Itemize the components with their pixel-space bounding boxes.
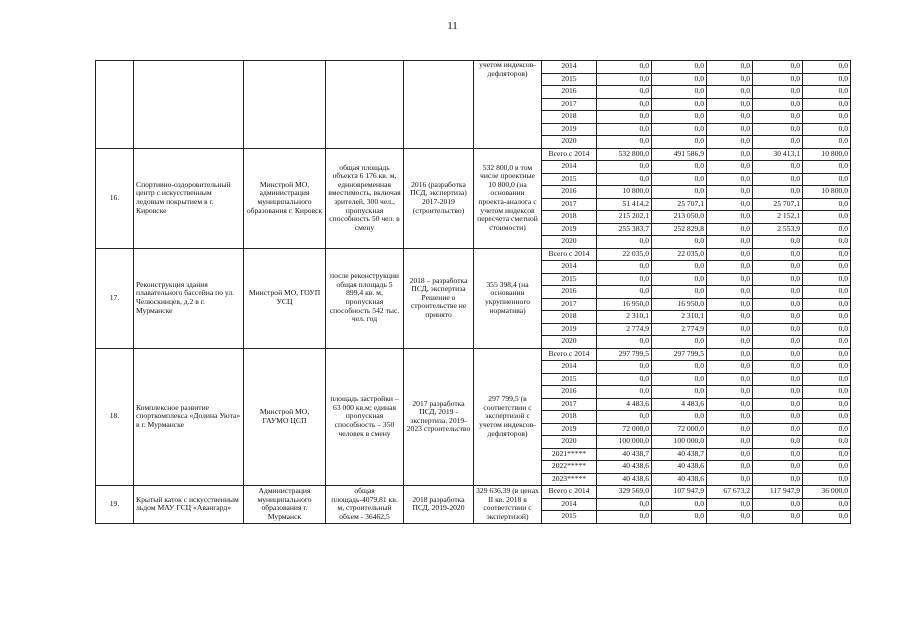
value-cell: 0,0: [803, 448, 851, 461]
year-cell: 2020: [542, 136, 597, 149]
executor-cell: [244, 61, 326, 149]
value-cell: 0,0: [803, 86, 851, 99]
year-cell: 2017: [542, 298, 597, 311]
value-cell: 0,0: [753, 511, 803, 524]
value-cell: 0,0: [597, 111, 652, 124]
value-cell: 0,0: [652, 86, 707, 99]
value-cell: 0,0: [753, 436, 803, 449]
value-cell: 0,0: [803, 423, 851, 436]
value-cell: 0,0: [753, 98, 803, 111]
value-cell: 107 947,9: [652, 486, 707, 499]
value-cell: 36 000,0: [803, 486, 851, 499]
value-cell: 0,0: [707, 148, 753, 161]
value-cell: 0,0: [803, 398, 851, 411]
value-cell: 0,0: [597, 161, 652, 174]
year-cell: 2017: [542, 98, 597, 111]
value-cell: 297 799,5: [597, 348, 652, 361]
value-cell: 0,0: [597, 173, 652, 186]
value-cell: 0,0: [707, 373, 753, 386]
value-cell: 0,0: [707, 398, 753, 411]
stage-cell: 2018 разработка ПСД. 2019-2020: [404, 486, 474, 524]
value-cell: 0,0: [753, 73, 803, 86]
stage-cell: [404, 61, 474, 149]
value-cell: 0,0: [803, 498, 851, 511]
value-cell: 0,0: [597, 236, 652, 249]
value-cell: 0,0: [652, 186, 707, 199]
value-cell: 40 438,7: [597, 448, 652, 461]
value-cell: 0,0: [707, 111, 753, 124]
value-cell: 0,0: [803, 136, 851, 149]
value-cell: 40 438,6: [597, 473, 652, 486]
value-cell: 0,0: [652, 498, 707, 511]
value-cell: 0,0: [707, 411, 753, 424]
row-number-cell: 17.: [96, 248, 134, 348]
value-cell: 0,0: [652, 336, 707, 349]
object-name-cell: Спортивно-оздоровительный центр с искусственным ледовым покрытием в г. Кировске: [134, 148, 244, 248]
value-cell: 0,0: [753, 111, 803, 124]
value-cell: 0,0: [707, 511, 753, 524]
object-name-cell: [134, 61, 244, 149]
value-cell: 0,0: [597, 261, 652, 274]
value-cell: 0,0: [652, 136, 707, 149]
value-cell: 16 950,0: [652, 298, 707, 311]
table-row: [96, 61, 851, 74]
value-cell: 0,0: [803, 223, 851, 236]
value-cell: 0,0: [803, 323, 851, 336]
value-cell: 0,0: [753, 386, 803, 399]
value-cell: 0,0: [652, 111, 707, 124]
value-cell: 0,0: [597, 411, 652, 424]
value-cell: 0,0: [597, 73, 652, 86]
value-cell: 0,0: [652, 373, 707, 386]
year-cell: 2017: [542, 198, 597, 211]
table-row: [96, 486, 851, 499]
value-cell: 0,0: [652, 386, 707, 399]
value-cell: 0,0: [597, 98, 652, 111]
value-cell: 0,0: [803, 161, 851, 174]
value-cell: 0,0: [803, 311, 851, 324]
value-cell: 2 310,1: [597, 311, 652, 324]
value-cell: 0,0: [803, 373, 851, 386]
year-cell: 2015: [542, 511, 597, 524]
value-cell: 0,0: [803, 348, 851, 361]
value-cell: 0,0: [707, 186, 753, 199]
value-cell: 2 310,1: [652, 311, 707, 324]
value-cell: 100 000,0: [597, 436, 652, 449]
value-cell: 0,0: [753, 123, 803, 136]
value-cell: 0,0: [707, 198, 753, 211]
value-cell: 532 800,0: [597, 148, 652, 161]
year-cell: 2020: [542, 236, 597, 249]
year-cell: 2014: [542, 161, 597, 174]
value-cell: 0,0: [652, 273, 707, 286]
value-cell: 22 035,0: [652, 248, 707, 261]
value-cell: 0,0: [803, 73, 851, 86]
value-cell: 0,0: [597, 511, 652, 524]
row-number-cell: [96, 61, 134, 149]
value-cell: 0,0: [803, 411, 851, 424]
value-cell: 0,0: [652, 61, 707, 74]
value-cell: 25 707,1: [652, 198, 707, 211]
table-body: [96, 61, 851, 524]
value-cell: 0,0: [597, 86, 652, 99]
value-cell: 0,0: [652, 236, 707, 249]
cost-cell: 532 800,0 в том числе проектные 10 800,0 (на основании проекта-аналога с учетом индексов пересчета сметной стоимости): [474, 148, 542, 248]
year-cell: 2019: [542, 323, 597, 336]
year-cell: 2014: [542, 61, 597, 74]
value-cell: 0,0: [803, 286, 851, 299]
value-cell: 40 438,6: [652, 461, 707, 474]
value-cell: 0,0: [652, 123, 707, 136]
value-cell: 0,0: [707, 336, 753, 349]
value-cell: 0,0: [707, 473, 753, 486]
value-cell: 0,0: [753, 136, 803, 149]
year-cell: 2015: [542, 273, 597, 286]
value-cell: 0,0: [707, 73, 753, 86]
cost-cell: 297 799,5 (в соответствии с экспертизой с учетом индексов-дефляторов): [474, 348, 542, 486]
value-cell: 0,0: [597, 498, 652, 511]
value-cell: 0,0: [652, 261, 707, 274]
capacity-cell: площадь застройки – 63 000 кв.м; единая пропускная способность – 350 человек в смену: [326, 348, 404, 486]
year-cell: 2019: [542, 423, 597, 436]
value-cell: 10 800,0: [597, 186, 652, 199]
stage-cell: 2018 – разработка ПСД, экспертиза Решение о строительстве не принято: [404, 248, 474, 348]
value-cell: 329 569,0: [597, 486, 652, 499]
value-cell: 0,0: [753, 248, 803, 261]
executor-cell: Администрация муниципального образования г. Мурманск: [244, 486, 326, 524]
executor-cell: Минстрой МО, администрация муниципального образования г. Кировск: [244, 148, 326, 248]
cost-cell: 329 636,39 (в ценах II кв. 2018 в соответствии с экспертизой): [474, 486, 542, 524]
value-cell: 0,0: [707, 311, 753, 324]
value-cell: 10 800,0: [803, 148, 851, 161]
value-cell: 0,0: [753, 161, 803, 174]
year-cell: 2020: [542, 336, 597, 349]
value-cell: 2 774,9: [652, 323, 707, 336]
value-cell: 0,0: [707, 386, 753, 399]
value-cell: 0,0: [803, 273, 851, 286]
year-cell: 2021*****: [542, 448, 597, 461]
value-cell: 0,0: [652, 73, 707, 86]
value-cell: 0,0: [707, 223, 753, 236]
year-cell: 2016: [542, 186, 597, 199]
year-cell: Всего с 2014: [542, 248, 597, 261]
value-cell: 0,0: [652, 286, 707, 299]
value-cell: 491 586,9: [652, 148, 707, 161]
value-cell: 72 000,0: [652, 423, 707, 436]
value-cell: 117 947,9: [753, 486, 803, 499]
value-cell: 0,0: [597, 361, 652, 374]
value-cell: 0,0: [753, 423, 803, 436]
year-cell: 2016: [542, 286, 597, 299]
object-name-cell: Реконструкция здания плавательного бассейна по ул. Челюскинцев, д.2 в г. Мурманске: [134, 248, 244, 348]
stage-cell: 2017 разработка ПСД, 2019 - экспертиза. 2019-2023 строительство: [404, 348, 474, 486]
value-cell: 0,0: [707, 248, 753, 261]
value-cell: 0,0: [707, 323, 753, 336]
value-cell: 0,0: [803, 211, 851, 224]
object-name-cell: Крытый каток с искусственным льдом МАУ ГСЦ «Авангард»: [134, 486, 244, 524]
year-cell: 2018: [542, 211, 597, 224]
value-cell: 22 035,0: [597, 248, 652, 261]
value-cell: 0,0: [597, 373, 652, 386]
value-cell: 0,0: [707, 261, 753, 274]
value-cell: 40 438,6: [652, 473, 707, 486]
value-cell: 0,0: [707, 448, 753, 461]
capacity-cell: общая площадь объекта 6 176 кв. м, единовременная вместимость, включая зрителей, 300 чел., пропускная способность 50 чел. в смену: [326, 148, 404, 248]
value-cell: 0,0: [803, 473, 851, 486]
value-cell: 0,0: [707, 173, 753, 186]
value-cell: 0,0: [753, 286, 803, 299]
value-cell: 0,0: [652, 511, 707, 524]
value-cell: 0,0: [707, 423, 753, 436]
value-cell: 0,0: [753, 173, 803, 186]
value-cell: 0,0: [707, 348, 753, 361]
value-cell: 0,0: [707, 273, 753, 286]
value-cell: 0,0: [707, 123, 753, 136]
row-number-cell: 16.: [96, 148, 134, 248]
value-cell: 0,0: [803, 173, 851, 186]
value-cell: 2 553,9: [753, 223, 803, 236]
value-cell: 0,0: [753, 411, 803, 424]
year-cell: Всего с 2014: [542, 148, 597, 161]
value-cell: 0,0: [753, 273, 803, 286]
year-cell: Всего с 2014: [542, 348, 597, 361]
year-cell: 2016: [542, 86, 597, 99]
value-cell: 0,0: [753, 61, 803, 74]
table-row: [96, 148, 851, 161]
value-cell: 4 483,6: [652, 398, 707, 411]
value-cell: 0,0: [597, 123, 652, 136]
capacity-cell: после реконструкции общая площадь 5 899,4 кв. м, пропускная способность 542 тыс. чел. год: [326, 248, 404, 348]
year-cell: Всего с 2014: [542, 486, 597, 499]
value-cell: 0,0: [652, 173, 707, 186]
executor-cell: Минстрой МО, ГАУМО ЦСП: [244, 348, 326, 486]
executor-cell: Минстрой МО, ГОУП УСЦ: [244, 248, 326, 348]
value-cell: 0,0: [707, 236, 753, 249]
value-cell: 0,0: [803, 436, 851, 449]
value-cell: 25 707,1: [753, 198, 803, 211]
value-cell: 0,0: [597, 286, 652, 299]
value-cell: 0,0: [803, 261, 851, 274]
value-cell: 0,0: [652, 361, 707, 374]
value-cell: 0,0: [707, 211, 753, 224]
capacity-cell: общая площадь-4079,81 кв. м, строительный объем - 36462,5: [326, 486, 404, 524]
value-cell: 0,0: [803, 361, 851, 374]
year-cell: 2018: [542, 311, 597, 324]
value-cell: 0,0: [597, 273, 652, 286]
value-cell: 0,0: [803, 386, 851, 399]
year-cell: 2022*****: [542, 461, 597, 474]
year-cell: 2018: [542, 411, 597, 424]
year-cell: 2019: [542, 223, 597, 236]
value-cell: 0,0: [707, 286, 753, 299]
row-number-cell: 19.: [96, 486, 134, 524]
year-cell: 2017: [542, 398, 597, 411]
value-cell: 0,0: [597, 336, 652, 349]
value-cell: 0,0: [803, 61, 851, 74]
value-cell: 0,0: [707, 498, 753, 511]
value-cell: 0,0: [803, 111, 851, 124]
value-cell: 67 673,2: [707, 486, 753, 499]
value-cell: 0,0: [753, 261, 803, 274]
year-cell: 2015: [542, 73, 597, 86]
value-cell: 10 800,0: [803, 186, 851, 199]
value-cell: 2 152,1: [753, 211, 803, 224]
value-cell: 0,0: [803, 511, 851, 524]
value-cell: 0,0: [707, 136, 753, 149]
value-cell: 4 483,6: [597, 398, 652, 411]
value-cell: 0,0: [707, 161, 753, 174]
value-cell: 0,0: [597, 136, 652, 149]
value-cell: 0,0: [597, 61, 652, 74]
value-cell: 0,0: [803, 123, 851, 136]
year-cell: 2020: [542, 436, 597, 449]
value-cell: 0,0: [652, 98, 707, 111]
value-cell: 0,0: [753, 236, 803, 249]
value-cell: 0,0: [753, 373, 803, 386]
value-cell: 0,0: [803, 98, 851, 111]
capacity-cell: [326, 61, 404, 149]
year-cell: 2023*****: [542, 473, 597, 486]
value-cell: 30 413,1: [753, 148, 803, 161]
value-cell: 0,0: [753, 461, 803, 474]
value-cell: 0,0: [753, 448, 803, 461]
value-cell: 40 438,6: [597, 461, 652, 474]
cost-cell: учетом индексов-дефляторов): [474, 61, 542, 149]
value-cell: 51 414,2: [597, 198, 652, 211]
investment-table: [95, 60, 851, 524]
value-cell: 0,0: [803, 248, 851, 261]
value-cell: 0,0: [753, 323, 803, 336]
value-cell: 2 774,9: [597, 323, 652, 336]
year-cell: 2019: [542, 123, 597, 136]
table-row: [96, 348, 851, 361]
value-cell: 0,0: [803, 198, 851, 211]
year-cell: 2014: [542, 361, 597, 374]
value-cell: 0,0: [707, 361, 753, 374]
value-cell: 100 000,0: [652, 436, 707, 449]
value-cell: 0,0: [597, 386, 652, 399]
value-cell: 0,0: [753, 398, 803, 411]
stage-cell: 2016 (разработка ПСД, экспертиза) 2017-2019 (строительство): [404, 148, 474, 248]
value-cell: 72 000,0: [597, 423, 652, 436]
value-cell: 252 829,8: [652, 223, 707, 236]
table-row: [96, 248, 851, 261]
value-cell: 255 383,7: [597, 223, 652, 236]
value-cell: 40 438,7: [652, 448, 707, 461]
value-cell: 0,0: [753, 298, 803, 311]
value-cell: 0,0: [803, 336, 851, 349]
value-cell: 0,0: [753, 186, 803, 199]
value-cell: 0,0: [753, 86, 803, 99]
year-cell: 2018: [542, 111, 597, 124]
value-cell: 0,0: [707, 61, 753, 74]
value-cell: 0,0: [707, 98, 753, 111]
value-cell: 0,0: [803, 461, 851, 474]
value-cell: 0,0: [707, 461, 753, 474]
value-cell: 0,0: [753, 311, 803, 324]
value-cell: 0,0: [803, 236, 851, 249]
value-cell: 0,0: [753, 473, 803, 486]
value-cell: 0,0: [652, 411, 707, 424]
value-cell: 0,0: [707, 436, 753, 449]
value-cell: 16 950,0: [597, 298, 652, 311]
value-cell: 0,0: [803, 298, 851, 311]
year-cell: 2016: [542, 386, 597, 399]
object-name-cell: Комплексное развитие спорткомплекса «Долина Уюта» в г. Мурманске: [134, 348, 244, 486]
page-number: 11: [447, 20, 458, 32]
value-cell: 0,0: [652, 161, 707, 174]
value-cell: 0,0: [753, 361, 803, 374]
value-cell: 0,0: [707, 298, 753, 311]
value-cell: 213 050,0: [652, 211, 707, 224]
year-cell: 2014: [542, 498, 597, 511]
value-cell: 0,0: [707, 86, 753, 99]
year-cell: 2015: [542, 173, 597, 186]
cost-cell: 355 398,4 (на основании укрупненного норматива): [474, 248, 542, 348]
value-cell: 0,0: [753, 336, 803, 349]
year-cell: 2014: [542, 261, 597, 274]
row-number-cell: 18.: [96, 348, 134, 486]
value-cell: 297 799,5: [652, 348, 707, 361]
year-cell: 2015: [542, 373, 597, 386]
value-cell: 0,0: [753, 348, 803, 361]
value-cell: 0,0: [753, 498, 803, 511]
value-cell: 215 202,1: [597, 211, 652, 224]
